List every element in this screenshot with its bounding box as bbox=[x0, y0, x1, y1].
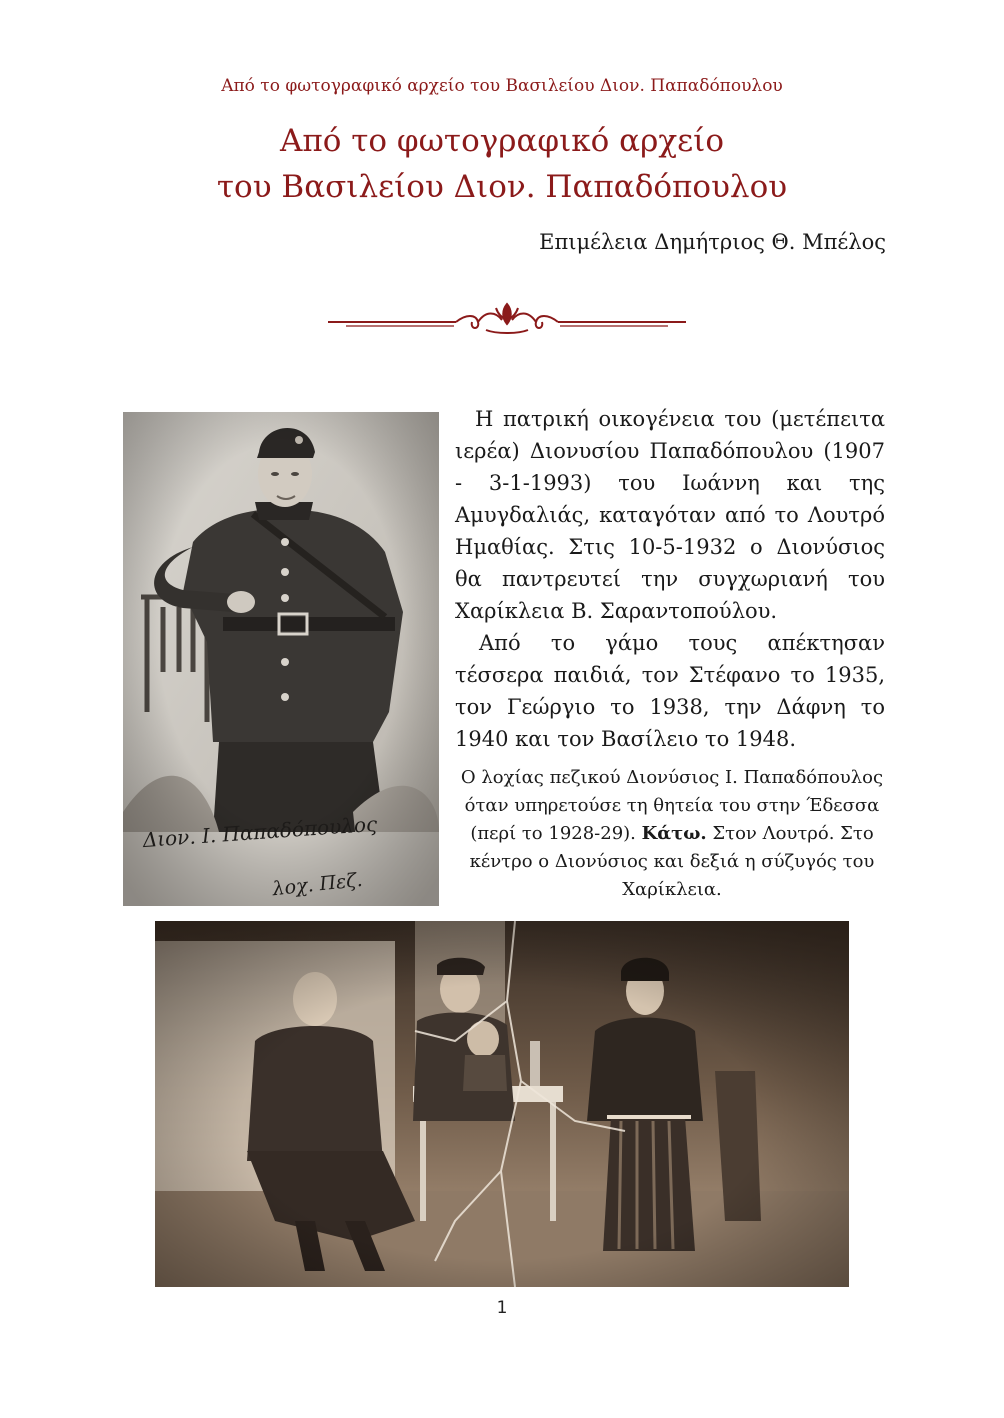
caption-bold-label: Κάτω. bbox=[641, 823, 707, 844]
title-line-1: Από το φωτογραφικό αρχείο bbox=[279, 123, 724, 159]
portrait-photo bbox=[123, 412, 439, 906]
portrait-signature-line-1: Διον. Ι. Παπαδόπουλος bbox=[141, 811, 378, 853]
decorative-ornament bbox=[326, 296, 688, 340]
body-paragraph-1: Η πατρική οικογένεια του (μετέπειτα ιερέα) Διονυσίου Παπαδόπουλου (1907 - 3-1-1993) του Ιωάννη και της Αμυγδαλιάς, καταγόταν από το Λουτρό Ημαθίας. Στις 10-5-1932 ο Διονύσιος θα παντρευτεί την συγχωριανή του Χαρίκλεια Β. Σαραντοπούλου. bbox=[455, 407, 885, 623]
body-text bbox=[455, 403, 885, 755]
group-photo bbox=[155, 921, 849, 1287]
editor-credit: Επιμέλεια Δημήτριος Θ. Μπέλος bbox=[539, 230, 886, 254]
caption-text-2: Στον Λουτρό. Στο κέντρο ο Διονύσιος και δεξιά η σύζυγός του Χαρίκλεια. bbox=[469, 823, 875, 900]
running-header: Από το φωτογραφικό αρχείο του Βασιλείου Διον. Παπαδόπουλου bbox=[221, 76, 783, 96]
page-number: 1 bbox=[496, 1298, 508, 1318]
body-paragraph-2: Από το γάμο τους απέκτησαν τέσσερα παιδιά, τον Στέφανο το 1935, τον Γεώργιο το 1938, την Δάφνη το 1940 και τον Βασίλειο το 1948. bbox=[455, 631, 885, 751]
title-line-2: του Βασιλείου Διον. Παπαδόπουλου bbox=[216, 169, 788, 205]
caption-text-1: Ο λοχίας πεζικού Διονύσιος Ι. Παπαδόπουλος όταν υπηρετούσε τη θητεία του στην Έδεσσα (περί το 1928-29). bbox=[460, 767, 884, 844]
portrait-signature-line-2: λοχ. Πεζ. bbox=[271, 868, 364, 901]
photo-caption bbox=[452, 764, 892, 904]
page-title bbox=[0, 118, 1004, 210]
